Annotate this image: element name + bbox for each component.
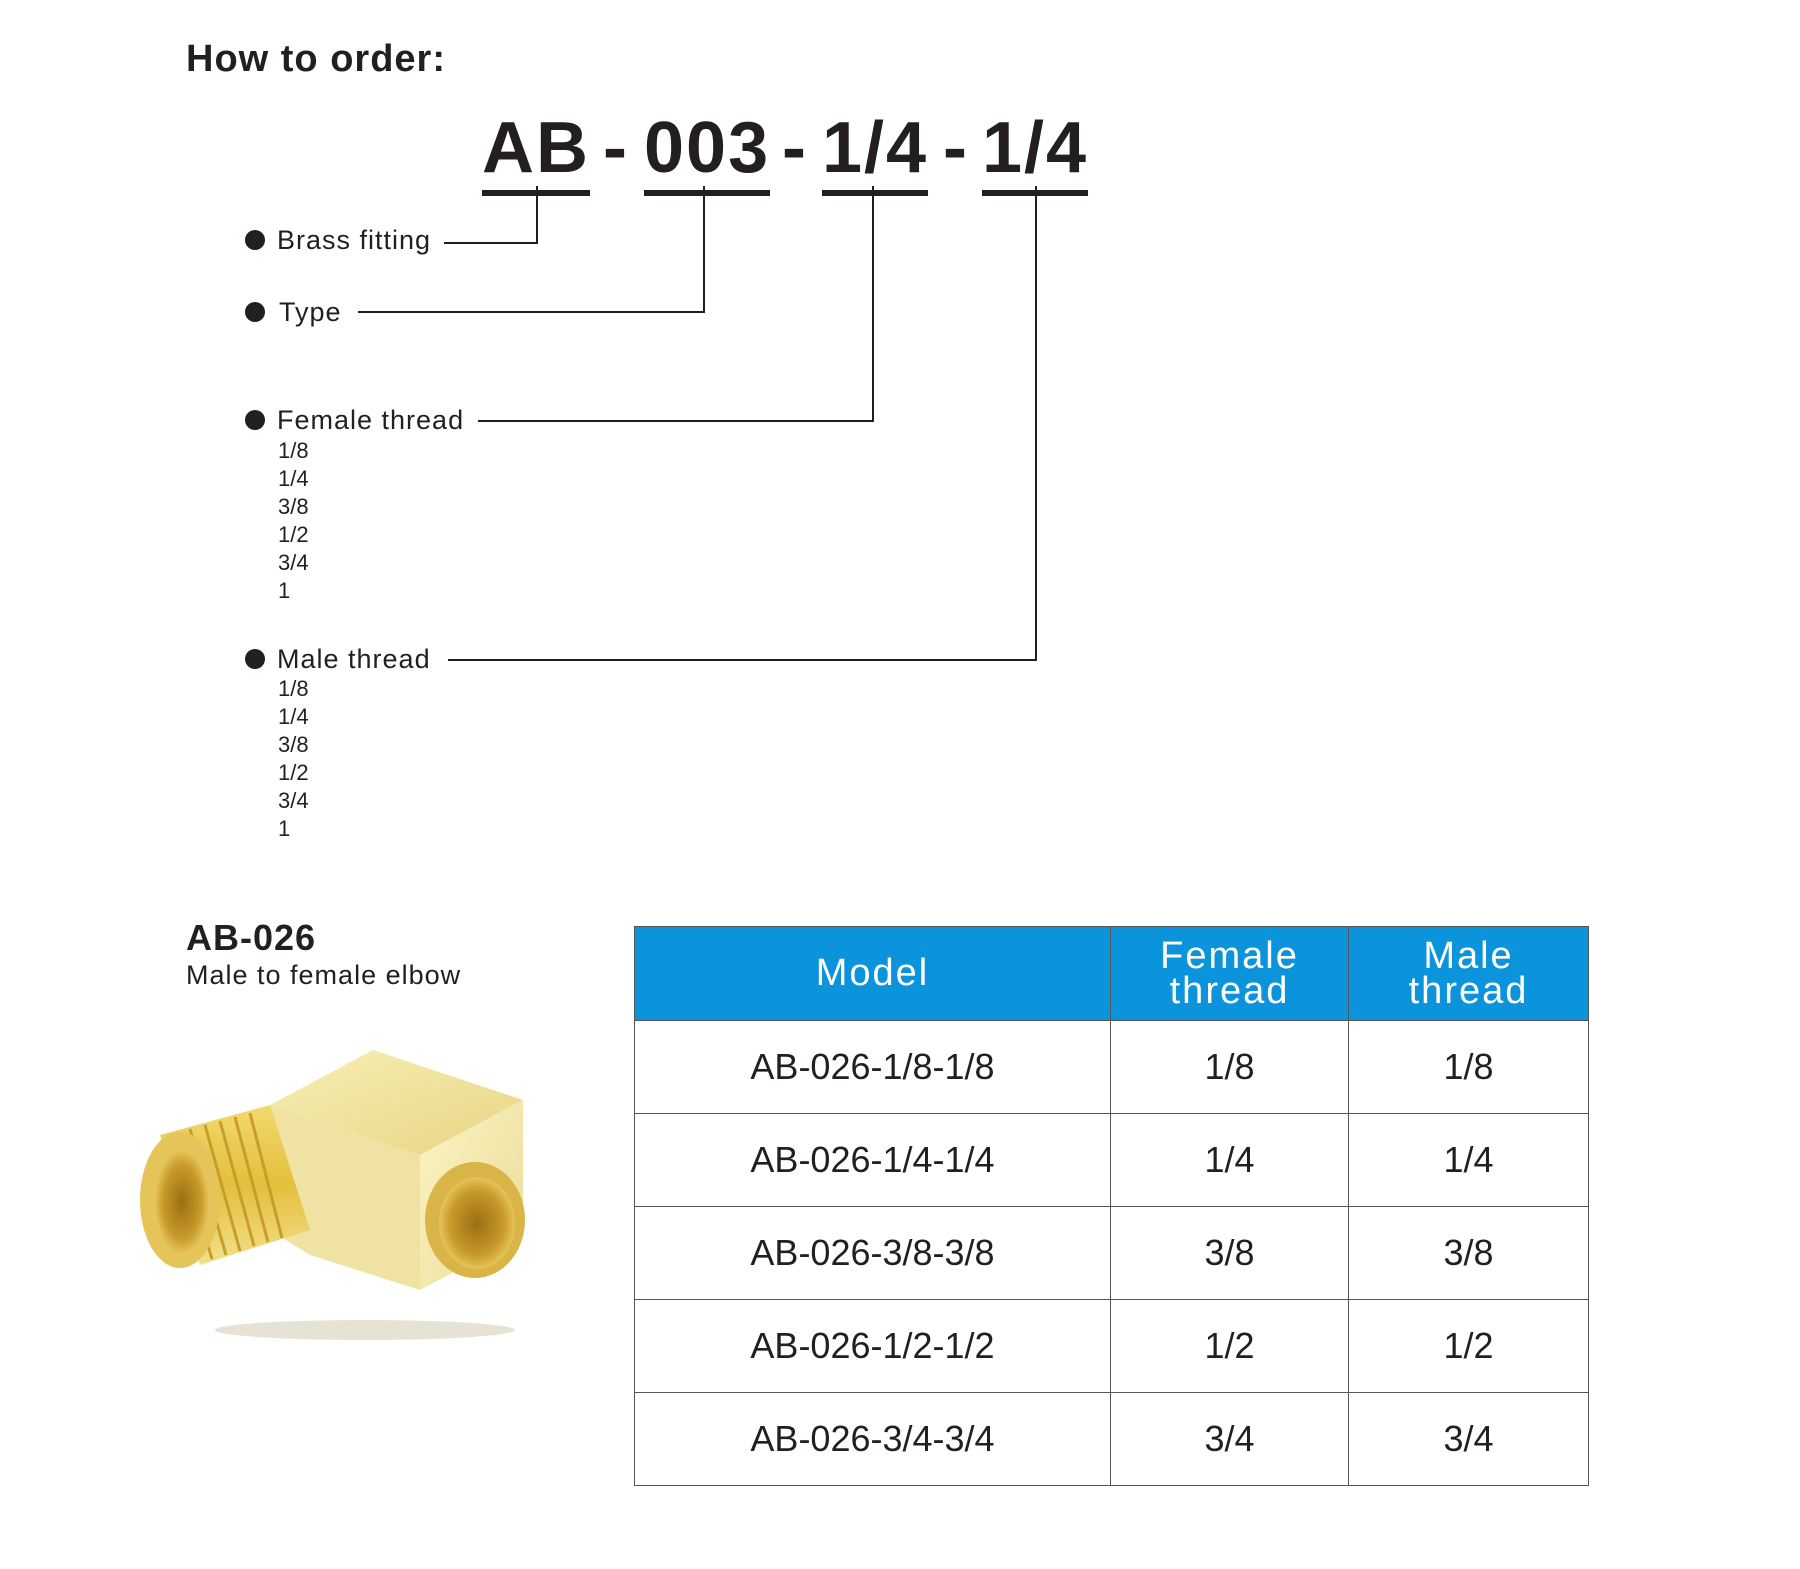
code-type: 003 [644, 106, 770, 196]
cell-model: AB-026-3/8-3/8 [635, 1207, 1111, 1300]
connector-brass [444, 186, 537, 243]
cell-female-thread: 3/8 [1111, 1207, 1349, 1300]
female-option: 1/8 [278, 438, 309, 463]
label-male-thread: Male thread [277, 644, 431, 674]
cell-female-thread: 1/2 [1111, 1300, 1349, 1393]
female-thread-options [278, 437, 309, 605]
female-option: 1/2 [278, 522, 309, 547]
code-separator-1: - [603, 108, 629, 188]
brass-elbow-image [130, 1030, 550, 1350]
table-row [635, 1207, 1589, 1300]
code-prefix: AB [482, 106, 590, 196]
cell-model: AB-026-1/4-1/4 [635, 1114, 1111, 1207]
table-header-row [635, 927, 1589, 1021]
male-thread-options [278, 675, 309, 843]
table-row [635, 1021, 1589, 1114]
code-female-thread: 1/4 [822, 106, 928, 196]
cell-male-thread: 3/4 [1349, 1393, 1589, 1486]
code-separator-3: - [943, 108, 969, 188]
female-option: 1 [278, 578, 291, 603]
product-title: AB-026 [186, 917, 317, 958]
code-separator-2: - [782, 108, 808, 188]
bullet-icon [245, 410, 265, 430]
female-option: 1/4 [278, 466, 309, 491]
cell-female-thread: 1/8 [1111, 1021, 1349, 1114]
cell-male-thread: 1/2 [1349, 1300, 1589, 1393]
spec-table [634, 926, 1589, 1486]
connector-male [448, 186, 1036, 660]
male-option: 1/8 [278, 676, 309, 701]
label-type: Type [279, 297, 342, 327]
table-row [635, 1114, 1589, 1207]
bullet-icon [245, 649, 265, 669]
male-option: 3/8 [278, 732, 309, 757]
code-male-thread: 1/4 [982, 106, 1088, 196]
male-option: 1/4 [278, 704, 309, 729]
cell-model: AB-026-1/2-1/2 [635, 1300, 1111, 1393]
male-option: 3/4 [278, 788, 309, 813]
column-header-male-thread: Male thread [1349, 927, 1589, 1021]
cell-female-thread: 3/4 [1111, 1393, 1349, 1486]
table-row [635, 1300, 1589, 1393]
label-female-thread: Female thread [277, 405, 465, 435]
column-header-model: Model [635, 927, 1111, 1021]
page-heading: How to order: [186, 38, 446, 80]
male-option: 1/2 [278, 760, 309, 785]
male-option: 1 [278, 816, 291, 841]
bullet-icon [245, 230, 265, 250]
table-row [635, 1393, 1589, 1486]
column-header-female-thread: Female thread [1111, 927, 1349, 1021]
product-subtitle: Male to female elbow [186, 960, 462, 990]
female-option: 3/8 [278, 494, 309, 519]
cell-male-thread: 3/8 [1349, 1207, 1589, 1300]
bullet-icon [245, 302, 265, 322]
cell-male-thread: 1/8 [1349, 1021, 1589, 1114]
cell-model: AB-026-3/4-3/4 [635, 1393, 1111, 1486]
cell-female-thread: 1/4 [1111, 1114, 1349, 1207]
cell-model: AB-026-1/8-1/8 [635, 1021, 1111, 1114]
label-brass-fitting: Brass fitting [277, 225, 432, 255]
female-option: 3/4 [278, 550, 309, 575]
cell-male-thread: 1/4 [1349, 1114, 1589, 1207]
